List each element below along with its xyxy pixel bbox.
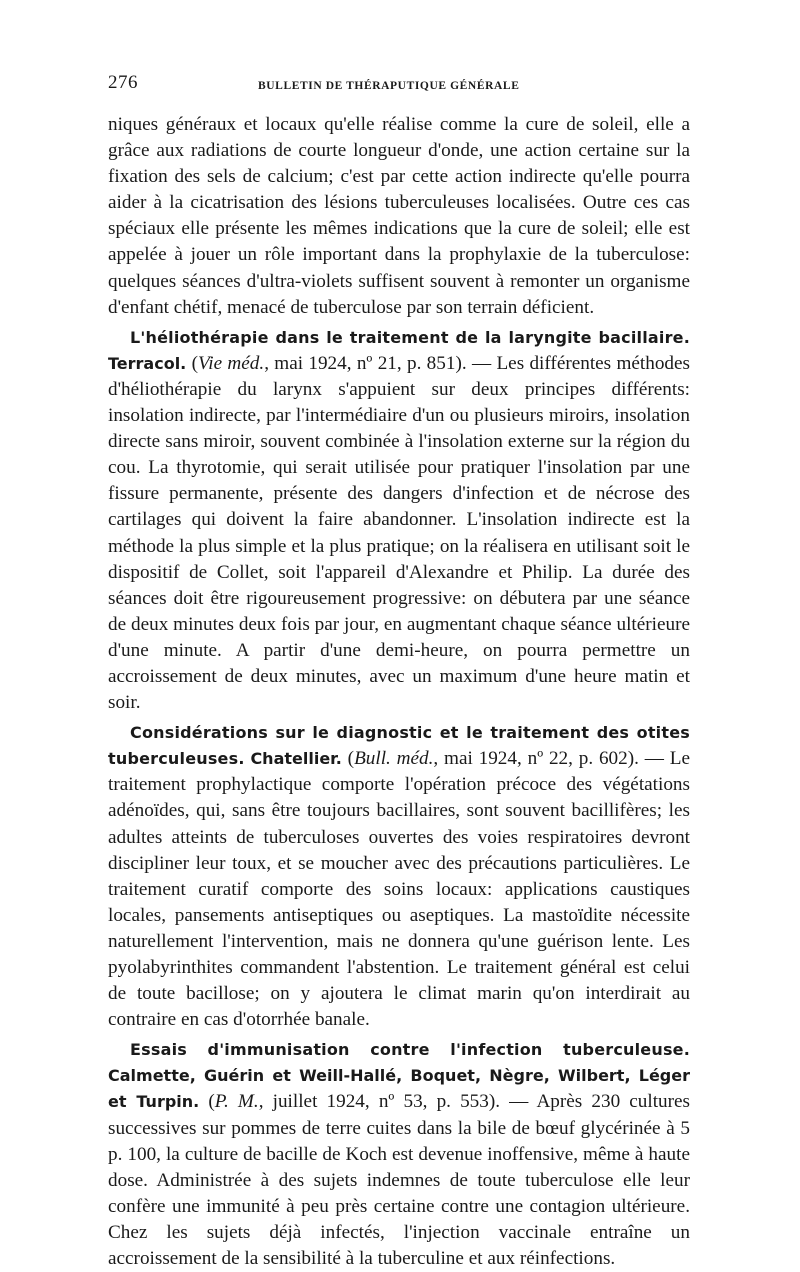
article-source: Bull. méd.: [354, 748, 434, 770]
intro-text: niques généraux et locaux qu'elle réalise comme la cure de soleil, elle a grâce aux radiations de courte longueur d'onde, une action certaine sur la fixation des sels de calcium; c'est par cette action indirecte qu'elle pourra aider à la cicatrisation des lésions tuberculeuses localisées. Outre ces cas spéciaux elle présente les mêmes indications que la cure de soleil; elle est appelée à jouer un rôle important dans la prophylaxie de la tuberculose: quelques séances d'ultra-violets suffisent souvent à remonter un organisme d'enfant chétif, menacé de tuberculose par son terrain déficient.: [108, 114, 690, 318]
article-title: Considérations sur le diagnostic et le traitement des otites tuberculeuses.: [108, 723, 690, 769]
ref-close: , juillet 1924, nº 53, p. 553). —: [258, 1091, 537, 1113]
article-title: L'héliothérapie dans le traitement de la laryngite bacillaire.: [130, 327, 690, 347]
article-otites: [108, 720, 690, 1033]
article-title: Essais d'immunisation contre l'infection tuberculeuse.: [130, 1040, 690, 1060]
article-immunisation: [108, 1037, 690, 1272]
document-page: [108, 68, 690, 1272]
article-source: Vie méd.: [197, 352, 265, 374]
ref-open: (: [341, 748, 355, 770]
article-authors: Terracol.: [108, 353, 187, 373]
article-body: Les différentes méthodes d'héliothérapie du larynx s'appuient sur deux principes différents: insolation indirecte, par l'intermédiaire d'un ou plusieurs miroirs, insolation directe sans miroir, souvent combinée à l'insolation externe sur la région du cou. La thyrotomie, qui serait utilisée pour pratiquer l'insolation par une fissure permanente, présente des dangers d'infection et de nécrose des cartilages qui doivent la faire abandonner. L'insolation indirecte est la méthode la plus simple et la plus pratique; on la réalisera en utilisant soit le dispositif de Collet, soit l'appareil d'Alexandre et Philip. La durée des séances doit être rigoureusement progressive: on débutera par une séance de deux minutes deux fois par jour, en augmentant chaque séance ultérieure d'une minute. A partir d'une demi-heure, on pourra permettre un accroissement de deux minutes, avec un maximum d'une heure matin et soir.: [108, 352, 690, 714]
ref-open: (: [186, 352, 198, 374]
intro-paragraph: [108, 112, 690, 321]
ref-open: (: [199, 1091, 215, 1113]
running-header: [108, 68, 690, 102]
ref-close: , mai 1924, nº 21, p. 851). —: [264, 352, 497, 374]
article-body: Après 230 cultures successives sur pommes de terre cuites dans la bile de bœuf glycérinée à 5 p. 100, la culture de bacille de Koch est devenue inoffensive, même à haute dose. Administrée à des sujets indemnes de toute tuberculose elle leur confère une immunité à peu près certaine contre une contagion ultérieure. Chez les sujets déjà infectés, l'injection vaccinale entraîne un accroissement de la sensibilité à la tuberculine et aux réinfections.: [108, 1091, 691, 1270]
page-number: 276: [108, 72, 138, 93]
article-source: P. M.: [214, 1091, 259, 1113]
ref-close: , mai 1924, nº 22, p. 602). —: [433, 748, 670, 770]
article-authors: Calmette, Guérin et Weill-Hallé, Boquet, Nègre, Wilbert, Léger et Turpin.: [108, 1066, 690, 1112]
article-laryngite: [108, 325, 690, 716]
article-body: Le traitement prophylactique comporte l'opération précoce des végétations adénoïdes, qui, sans être toujours bacillaires, sont souvent bacillifères; les adultes atteints de tuberculoses ouvertes des voies respiratoires devront discipliner leur toux, et se moucher avec des précautions particulières. Le traitement curatif comporte des soins locaux: applications caustiques locales, pansements antiseptiques ou aseptiques. La mastoïdite nécessite naturellement l'intervention, mais ne donnera qu'une guérison lente. Les pyolabyrinthites commandent l'abstention. Le traitement général est celui de toute bacillose; on y ajoutera le climat marin qu'on interdirait au contraire en cas d'otorrhée banale.: [108, 748, 690, 1031]
journal-title: BULLETIN DE THÉRAPUTIQUE GÉNÉRALE: [258, 80, 520, 92]
article-authors: Chatellier.: [250, 749, 342, 769]
